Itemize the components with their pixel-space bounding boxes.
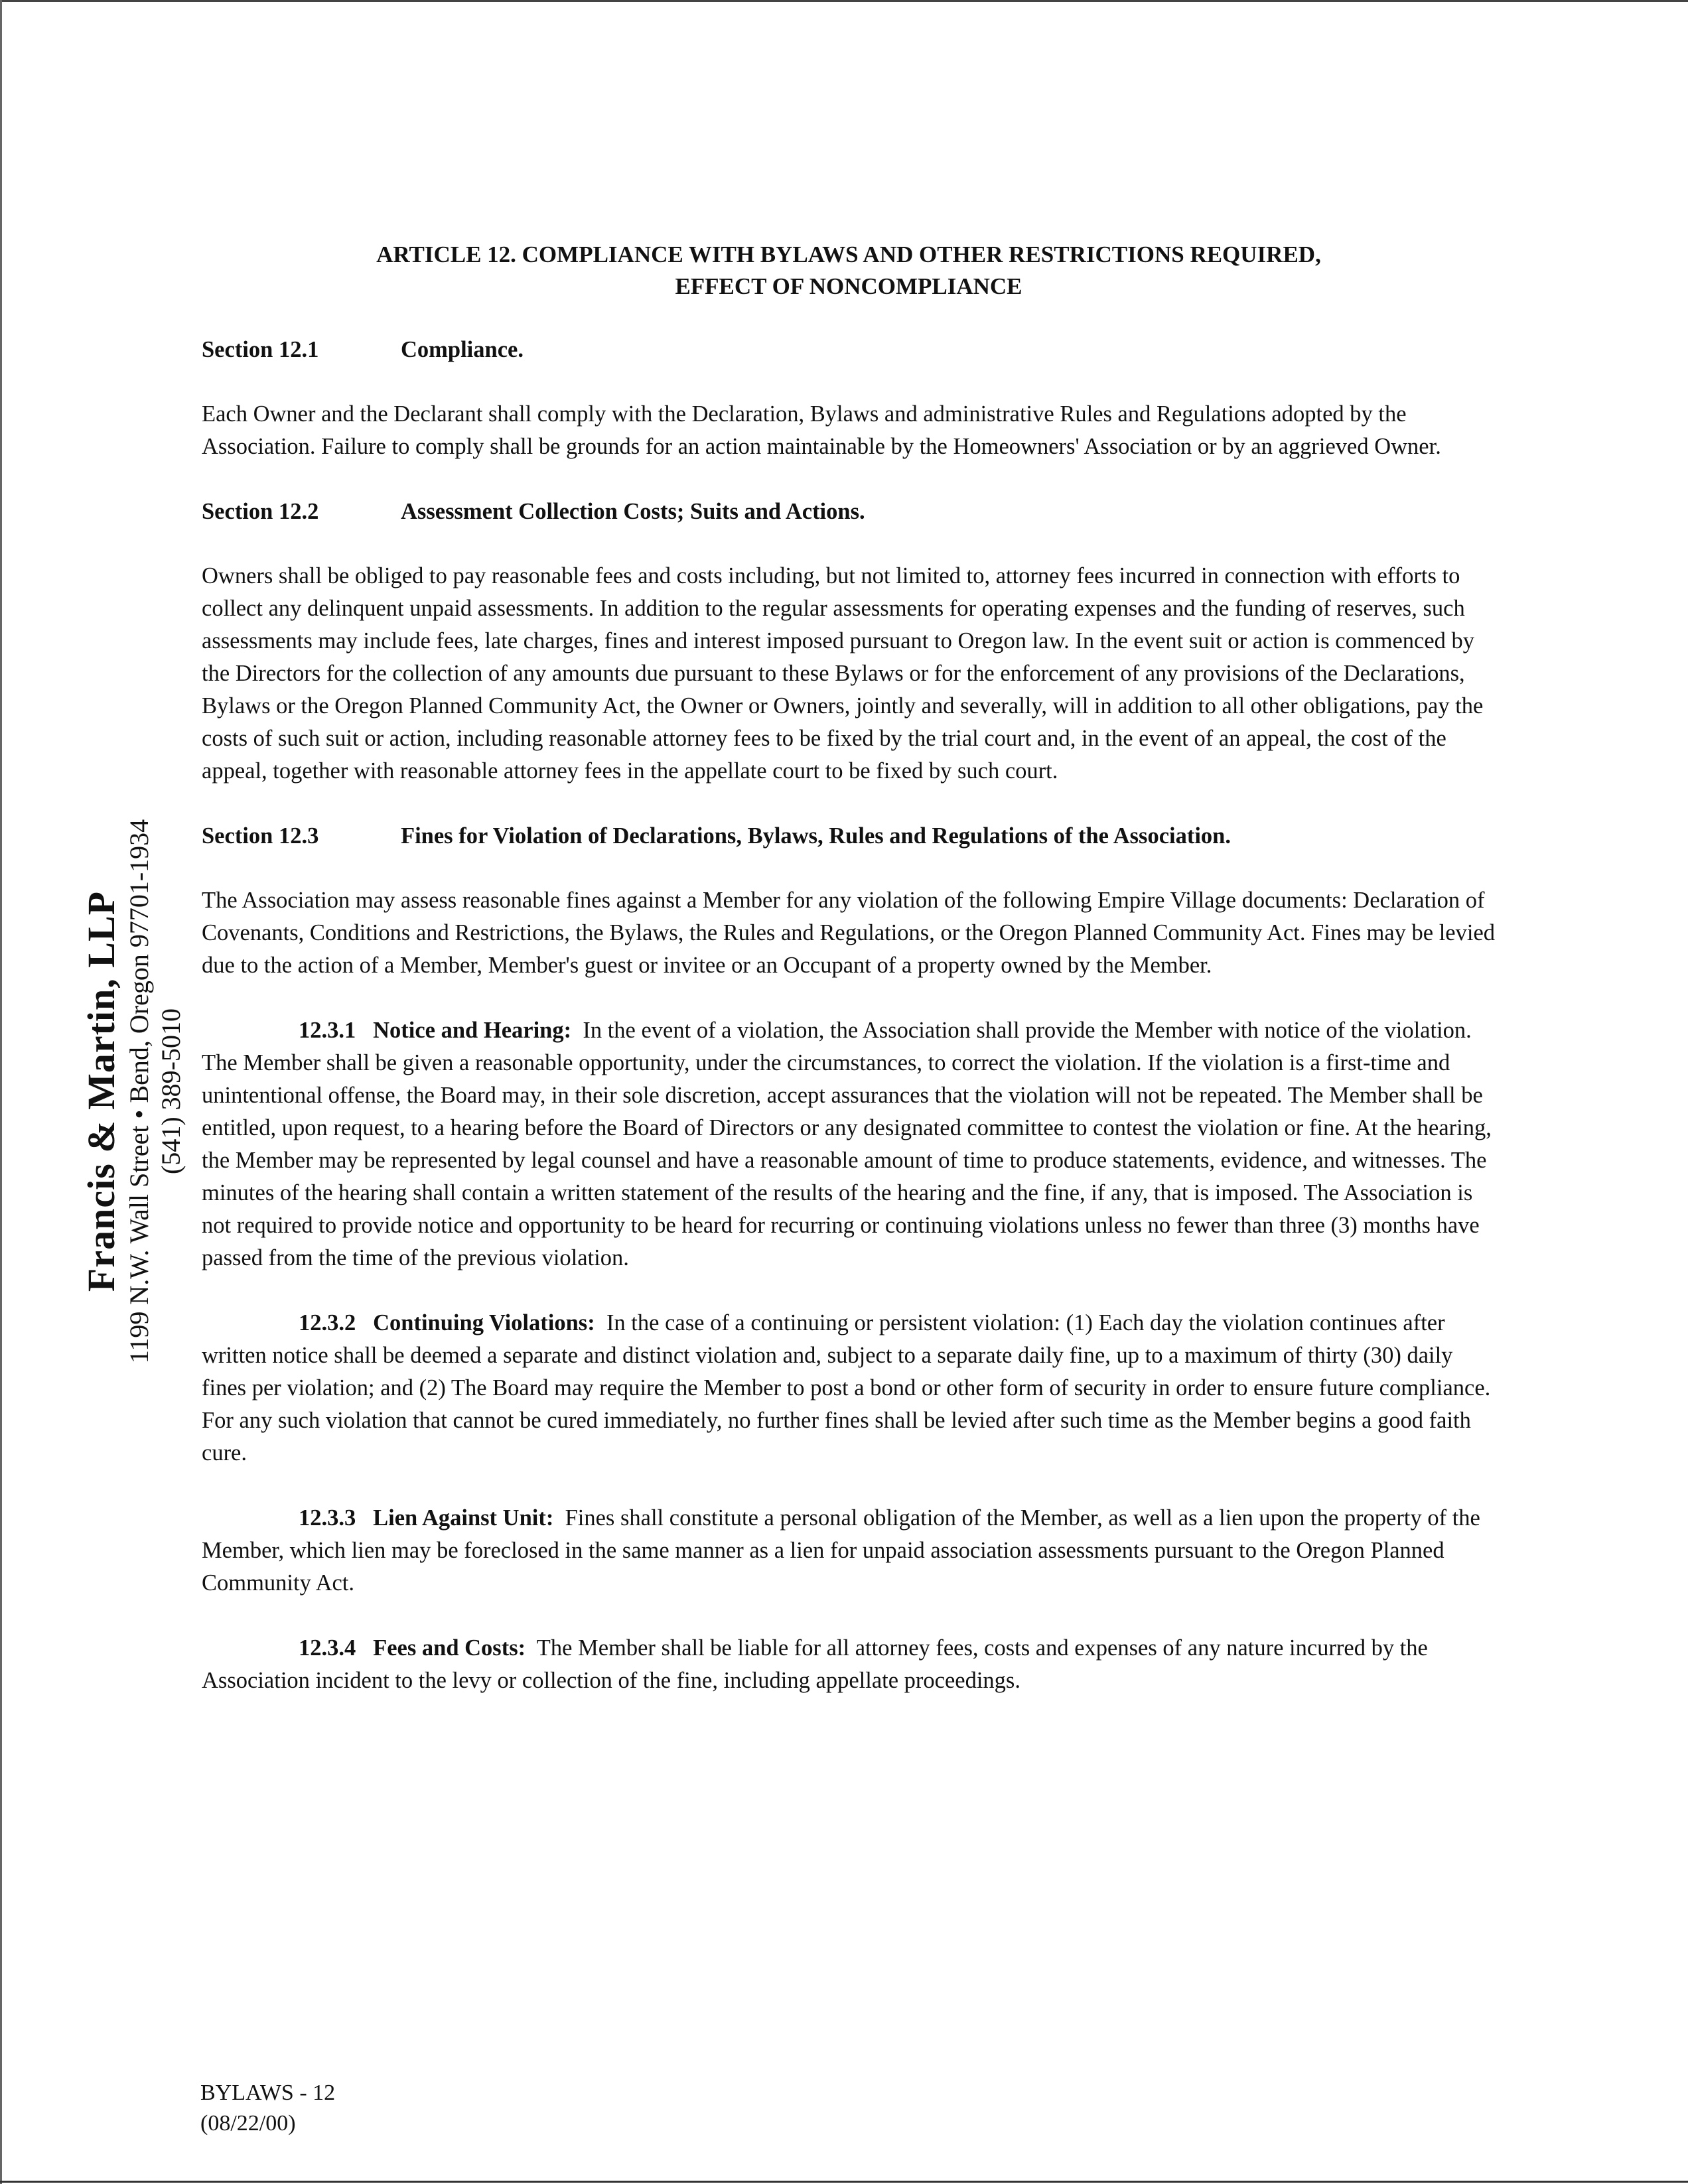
subsection-12-3-2 bbox=[202, 1307, 1496, 1469]
subsection-label: Lien Against Unit: bbox=[373, 1505, 554, 1531]
subsection-number: 12.3.1 bbox=[299, 1018, 356, 1043]
section-heading-12-3 bbox=[202, 820, 1496, 853]
section-heading-12-1 bbox=[202, 334, 1496, 366]
footer-page-label: BYLAWS - 12 bbox=[200, 2081, 336, 2105]
subsection-text: In the case of a continuing or persistent violation: (1) Each day the violation continues after written notice shall be deemed a separate and distinct violation and, subject to a separate daily fine, up to a maximum of thirty (30) daily fines per violation; and (2) The Board may require the Member to post a bond or other form of security in order to ensure future compliance. For any such violation that cannot be cured immediately, no further fines shall be levied after such time as the Member begins a good faith cure. bbox=[202, 1310, 1491, 1466]
footer-date: (08/22/00) bbox=[200, 2111, 296, 2136]
subsection-number: 12.3.3 bbox=[299, 1505, 356, 1531]
subsection-text: The Member shall be liable for all attorney fees, costs and expenses of any nature incurred by the Association incident to the levy or collection of the fine, including appellate proceedings. bbox=[202, 1635, 1428, 1693]
section-body-12-1: Each Owner and the Declarant shall comply with the Declaration, Bylaws and administrative Rules and Regulations adopted by the Association. Failure to comply shall be grounds for an action maintainable by the Homeowners' Association or by an aggrieved Owner. bbox=[202, 401, 1441, 459]
subsection-text: Fines shall constitute a personal obligation of the Member, as well as a lien upon the property of the Member, which lien may be foreclosed in the same manner as a lien for unpaid association assessments pursuant to the Oregon Planned Community Act. bbox=[202, 1505, 1480, 1596]
subsection-label: Notice and Hearing: bbox=[373, 1018, 572, 1043]
subsection-label: Continuing Violations: bbox=[373, 1310, 595, 1335]
section-number: Section 12.1 bbox=[202, 337, 319, 362]
firm-letterhead-vertical bbox=[80, 743, 187, 1440]
subsection-text: In the event of a violation, the Association shall provide the Member with notice of the violation. The Member shall be given a reasonable opportunity, under the circumstances, to correct the violation. If the violation is a first-time and unintentional offense, the Board may, in their sole discretion, accept assurances that the violation will not be repeated. The Member shall be entitled, upon request, to a hearing before the Board of Directors or any designated committee to contest the violation or fine. At the hearing, the Member may be represented by legal counsel and have a reasonable amount of time to produce statements, evidence, and witnesses. The minutes of the hearing shall contain a written statement of the results of the hearing and the fine, if any, that is imposed. The Association is not required to provide notice and opportunity to be heard for recurring or continuing violations unless no fewer than three (3) months have passed from the time of the previous violation. bbox=[202, 1018, 1492, 1270]
article-title bbox=[202, 239, 1496, 303]
section-body-12-3: The Association may assess reasonable fines against a Member for any violation of the following Empire Village documents: Declaration of Covenants, Conditions and Restrictions, the Bylaws, the Rules and Regulations, or the Oregon Planned Community Act. Fines may be levied due to the action of a Member, Member's guest or invitee or an Occupant of a property owned by the Member. bbox=[202, 888, 1496, 978]
subsection-12-3-4 bbox=[202, 1632, 1496, 1697]
subsection-label: Fees and Costs: bbox=[373, 1635, 526, 1661]
subsection-12-3-3 bbox=[202, 1502, 1496, 1600]
section-title: Fines for Violation of Declarations, Bylaws, Rules and Regulations of the Association. bbox=[401, 823, 1231, 849]
section-heading-12-2 bbox=[202, 496, 1496, 528]
firm-phone: (541) 389-5010 bbox=[156, 1008, 186, 1174]
scan-bottom-edge bbox=[0, 2181, 1688, 2183]
subsection-12-3-1 bbox=[202, 1014, 1496, 1274]
section-number: Section 12.2 bbox=[202, 499, 319, 524]
document-body bbox=[202, 239, 1496, 1730]
page-footer bbox=[200, 2078, 335, 2139]
subsection-number: 12.3.2 bbox=[299, 1310, 356, 1335]
subsection-number: 12.3.4 bbox=[299, 1635, 356, 1661]
section-title: Assessment Collection Costs; Suits and Actions. bbox=[401, 499, 865, 524]
article-title-line-2: EFFECT OF NONCOMPLIANCE bbox=[675, 273, 1022, 299]
article-title-line-1: ARTICLE 12. COMPLIANCE WITH BYLAWS AND OTHER RESTRICTIONS REQUIRED, bbox=[376, 241, 1321, 267]
scan-top-edge bbox=[0, 0, 1688, 2]
section-title: Compliance. bbox=[401, 337, 524, 362]
scan-left-edge bbox=[0, 0, 2, 2184]
firm-address: 1199 N.W. Wall Street • Bend, Oregon 97701-1934 bbox=[124, 819, 154, 1364]
section-number: Section 12.3 bbox=[202, 823, 319, 849]
section-body-12-2: Owners shall be obliged to pay reasonable fees and costs including, but not limited to, attorney fees incurred in connection with efforts to collect any delinquent unpaid assessments. In addition to the regular assessments for operating expenses and the funding of reserves, such assessments may include fees, late charges, fines and interest imposed pursuant to Oregon law. In the event suit or action is commenced by the Directors for the collection of any amounts due pursuant to these Bylaws or for the enforcement of any provisions of the Declarations, Bylaws or the Oregon Planned Community Act, the Owner or Owners, jointly and severally, will in addition to all other obligations, pay the costs of such suit or action, including reasonable attorney fees to be fixed by the trial court and, in the event of an appeal, the cost of the appeal, together with reasonable attorney fees in the appellate court to be fixed by such court. bbox=[202, 563, 1484, 784]
firm-name: Francis & Martin, LLP bbox=[80, 890, 123, 1292]
